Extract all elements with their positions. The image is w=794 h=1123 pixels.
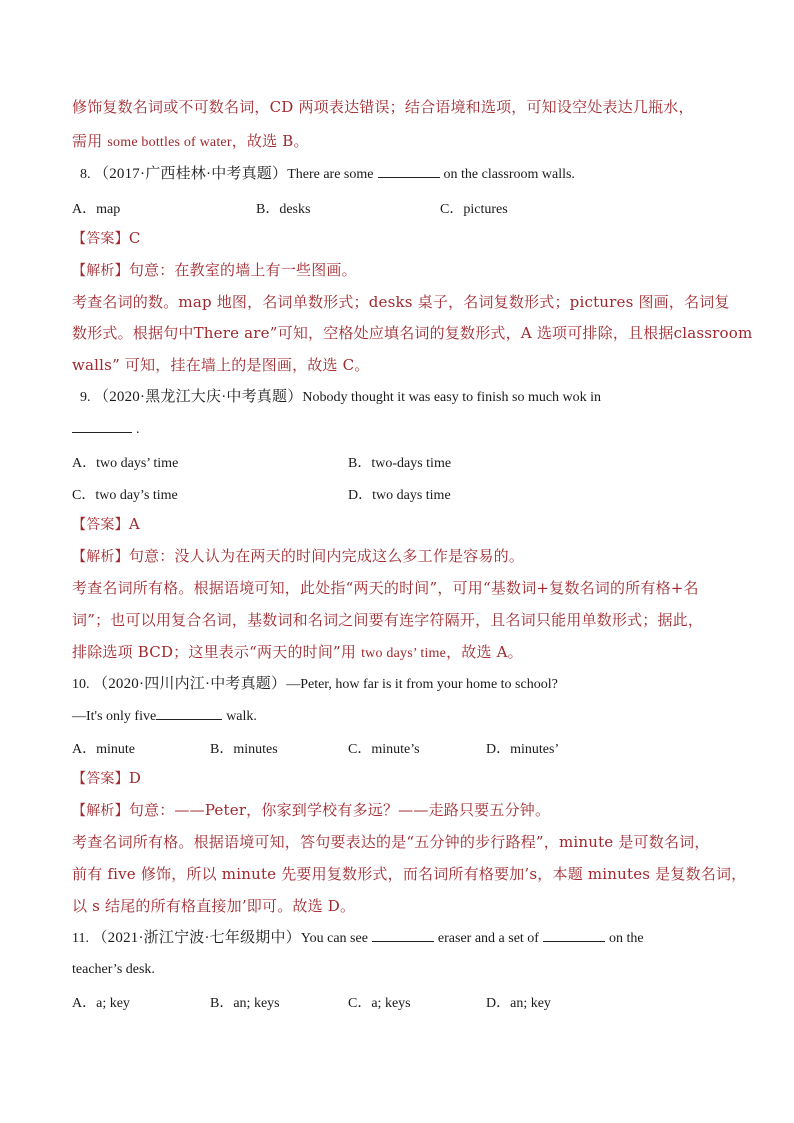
- q11-number: 11.: [72, 931, 89, 946]
- q10-analysis-3: 前有 five 修饰，所以 minute 先要用复数形式，而名词所有格要加’s，本题 minutes 是复数名词，: [72, 865, 747, 883]
- q11-blank-1[interactable]: [372, 928, 434, 942]
- answer-tag: 【答案】: [72, 517, 129, 533]
- q9-answer: [72, 514, 140, 535]
- q11-option-b[interactable]: B．an; keys: [210, 996, 280, 1011]
- q8-analysis-2: 考查名词的数。map 地图，名词单数形式；desks 桌子，名词复数形式；pictures 图画，名词复: [72, 293, 730, 311]
- q7-analysis-text-end: ，故选 B。: [231, 132, 309, 150]
- q9-analysis-text-end: ，故选 A。: [446, 643, 523, 661]
- q8-analysis-text: 句意：在教室的墙上有一些图画。: [128, 261, 357, 279]
- q10-source: （2020·四川内江·中考真题）: [93, 676, 287, 692]
- q11-source: （2021·浙江宁波·七年级期中）: [92, 930, 301, 946]
- q10-stem: [72, 674, 558, 695]
- q7-analysis-text: 需用: [72, 132, 108, 150]
- q10-analysis-text: 句意：——Peter，你家到学校有多远？——走路只要五分钟。: [128, 801, 551, 819]
- q9-stem: [80, 387, 601, 408]
- q10-option-d[interactable]: D．minutes’: [486, 742, 560, 757]
- q9-analysis-4: [72, 642, 523, 664]
- q8-source: （2017·广西桂林·中考真题）: [94, 166, 288, 182]
- q8-option-c[interactable]: C．pictures: [440, 202, 508, 217]
- q10-answer-value: D: [128, 769, 142, 787]
- analysis-tag: 【解析】: [72, 803, 129, 819]
- q10-option-a[interactable]: A．minute: [72, 742, 135, 757]
- q9-option-d[interactable]: D．two days time: [348, 488, 451, 503]
- q8-blank[interactable]: [378, 164, 440, 178]
- analysis-tag: 【解析】: [72, 263, 129, 279]
- q11-option-d[interactable]: D．an; key: [486, 996, 551, 1011]
- q10-option-c[interactable]: C．minute’s: [348, 742, 420, 757]
- q8-answer-value: C: [128, 229, 141, 247]
- q10-analysis-4: 以 s 结尾的所有格直接加’即可。故选 D。: [72, 897, 356, 915]
- q9-stem-end: .: [136, 422, 140, 437]
- q11-option-a[interactable]: A．a; key: [72, 996, 130, 1011]
- q9-blank[interactable]: [72, 419, 132, 433]
- q10-stem-text-2-end: walk.: [226, 709, 257, 724]
- q8-stem-text: There are some: [287, 167, 374, 182]
- q8-analysis-4: walls” 可知，挂在墙上的是图画，故选 C。: [72, 356, 370, 374]
- q11-stem-line-2: teacher’s desk.: [72, 962, 155, 977]
- q10-answer: [72, 768, 141, 789]
- answer-tag: 【答案】: [72, 231, 129, 247]
- q9-analysis-2: 考查名词所有格。根据语境可知，此处指“两天的时间”，可用“基数词+复数名词的所有格+名: [72, 579, 699, 597]
- q9-analysis-text: 排除选项 BCD；这里表示“两天的时间”用: [72, 643, 362, 661]
- q8-analysis-3: 数形式。根据句中There are”可知，空格处应填名词的复数形式，A 选项可排除，且根据classroom: [72, 324, 753, 342]
- q9-stem-text: Nobody thought it was easy to finish so much wok in: [302, 390, 602, 405]
- q10-analysis-2: 考查名词所有格。根据语境可知，答句要表达的是“五分钟的步行路程”，minute 是可数名词，: [72, 833, 710, 851]
- q9-option-b[interactable]: B．two-days time: [348, 456, 452, 471]
- q9-answer-value: A: [128, 515, 140, 533]
- q10-stem-line-2: [72, 706, 257, 727]
- q11-blank-2[interactable]: [543, 928, 605, 942]
- q7-analysis-phrase: some bottles of water: [107, 135, 232, 150]
- q11-stem: [72, 928, 644, 949]
- q8-analysis-1: [72, 260, 357, 281]
- q9-option-a[interactable]: A．two days’ time: [72, 456, 179, 471]
- q9-stem-line-2: [72, 419, 140, 440]
- q8-option-b[interactable]: B．desks: [256, 202, 311, 217]
- answer-tag: 【答案】: [72, 771, 129, 787]
- q9-source: （2020·黑龙江大庆·中考真题）: [94, 389, 303, 405]
- q8-number: 8.: [80, 167, 91, 182]
- q9-analysis-phrase: two days’ time: [361, 646, 447, 661]
- q10-number: 10.: [72, 677, 90, 692]
- q11-stem-text: You can see: [300, 931, 368, 946]
- q9-analysis-1: [72, 546, 524, 567]
- q10-option-b[interactable]: B．minutes: [210, 742, 278, 757]
- q9-option-c[interactable]: C．two day’s time: [72, 488, 178, 503]
- q9-analysis-text: 句意：没人认为在两天的时间内完成这么多工作是容易的。: [128, 547, 525, 565]
- q7-analysis-line-1: 修饰复数名词或不可数名词，CD 两项表达错误；结合语境和选项，可知设空处表达几瓶水，: [72, 98, 694, 116]
- q7-analysis-line-2: [72, 131, 309, 153]
- analysis-tag: 【解析】: [72, 549, 129, 565]
- q8-stem-text-end: on the classroom walls.: [443, 167, 575, 182]
- q10-stem-text: —Peter, how far is it from your home to school?: [286, 677, 558, 692]
- q11-stem-text-2: eraser and a set of: [437, 931, 539, 946]
- q8-answer: [72, 228, 141, 249]
- q10-stem-text-2: —It's only five: [72, 709, 157, 724]
- q8-option-a[interactable]: A．map: [72, 202, 121, 217]
- q10-analysis-1: [72, 800, 550, 821]
- q9-number: 9.: [80, 390, 91, 405]
- q10-blank[interactable]: [156, 706, 222, 720]
- q8-stem: [80, 164, 575, 185]
- q11-stem-text-3: on the: [608, 931, 644, 946]
- q9-analysis-3: 词”；也可以用复合名词，基数词和名词之间要有连字符隔开，且名词只能用单数形式；据此，: [72, 611, 704, 629]
- q11-option-c[interactable]: C．a; keys: [348, 996, 411, 1011]
